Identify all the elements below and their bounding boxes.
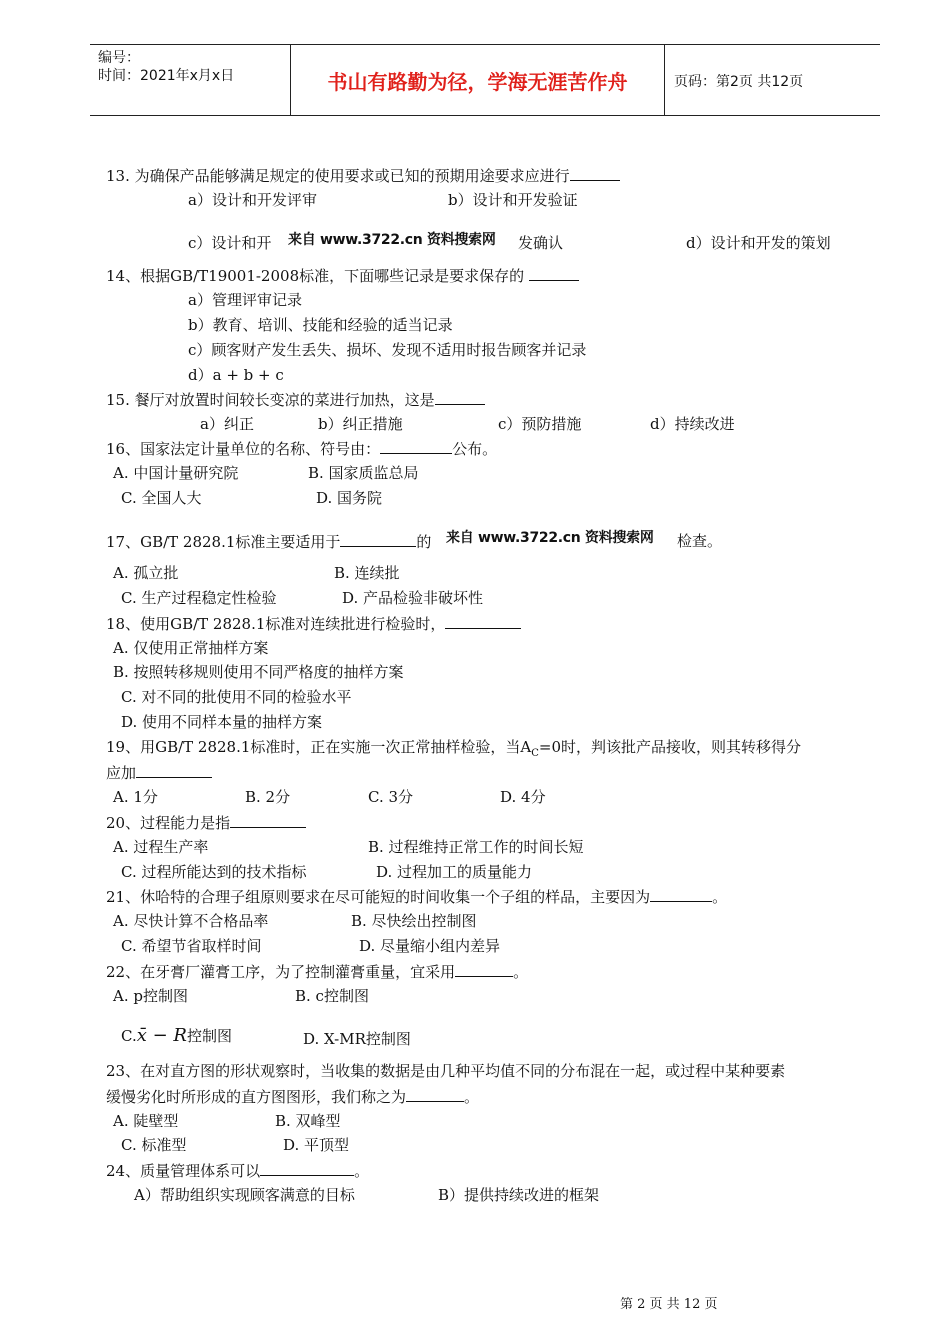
q21-option-b: B. 尽快绘出控制图: [351, 912, 477, 930]
question-15-stem: 15. 餐厅对放置时间较长变凉的菜进行加热，这是: [106, 391, 435, 409]
question-18-stem: 18、使用GB/T 2828.1标准对连续批进行检验时，: [106, 615, 446, 633]
header-motto: 书山有路勤为径，学海无涯苦作舟: [290, 45, 665, 115]
question-14-stem: 14、根据GB/T19001-2008标准，下面哪些记录是要求保存的: [106, 267, 525, 285]
q13-option-d: d）设计和开发的策划: [686, 234, 831, 252]
page-header: [90, 44, 880, 116]
q16-option-b: B. 国家质监总局: [308, 464, 419, 482]
question-13-stem: 13. 为确保产品能够满足规定的使用要求或已知的预期用途要求应进行: [106, 167, 570, 185]
q19-option-a: A. 1分: [113, 788, 158, 806]
question-24: [106, 1160, 369, 1181]
q20-option-d: D. 过程加工的质量能力: [376, 863, 533, 881]
q20-option-a: A. 过程生产率: [113, 838, 209, 856]
question-16-stem-end: 公布。: [452, 440, 498, 458]
q16-option-a: A. 中国计量研究院: [113, 464, 239, 482]
q18-option-c: C. 对不同的批使用不同的检验水平: [121, 688, 352, 706]
q13-option-b: b）设计和开发验证: [448, 191, 578, 209]
q13-option-a: a）设计和开发评审: [188, 191, 317, 209]
question-19-stem-line2: 应加: [106, 764, 137, 782]
q15-option-c: c）预防措施: [498, 415, 582, 433]
question-23-line2: [106, 1086, 479, 1107]
q20-option-c: C. 过程所能达到的技术指标: [121, 863, 307, 881]
q14-option-c: c）顾客财产发生丢失、损坏、发现不适用时报告顾客并记录: [188, 341, 587, 359]
q14-option-a: a）管理评审记录: [188, 291, 302, 309]
q23-option-c: C. 标准型: [121, 1136, 187, 1154]
q22-option-c-suffix: 控制图: [186, 1027, 232, 1045]
q22-option-a: A. p控制图: [113, 987, 188, 1005]
document-time-label: 时间：2021年x月x日: [98, 68, 235, 84]
question-16: [106, 438, 497, 459]
question-19-line2: [106, 762, 212, 783]
subscript-c: C: [531, 748, 539, 759]
question-22-stem: 22、在牙膏厂灌膏工序，为了控制灌膏重量，宜采用: [106, 963, 456, 981]
question-21-stem: 21、休哈特的合理子组原则要求在尽可能短的时间收集一个子组的样品，主要因为: [106, 888, 651, 906]
q22-option-c: [121, 1026, 232, 1046]
q13-option-c-part1: c）设计和开: [188, 234, 272, 252]
q18-option-d: D. 使用不同样本量的抽样方案: [121, 713, 323, 731]
q19-option-b: B. 2分: [245, 788, 291, 806]
answer-blank: [570, 165, 620, 181]
q17-option-a: A. 孤立批: [113, 564, 179, 582]
question-13: [106, 165, 620, 186]
question-21: [106, 886, 727, 907]
watermark-text: 来自 www.3722.cn 资料搜索网: [288, 232, 496, 248]
q23-option-a: A. 陡壁型: [113, 1112, 179, 1130]
q14-option-b: b）教育、培训、技能和经验的适当记录: [188, 316, 453, 334]
question-19-stem-part2: =0时，判该批产品接收，则其转移得分: [538, 738, 802, 756]
answer-blank: [136, 762, 212, 778]
question-20-stem: 20、过程能力是指: [106, 814, 231, 832]
question-18: [106, 613, 521, 634]
question-24-stem: 24、质量管理体系可以: [106, 1162, 261, 1180]
question-16-stem: 16、国家法定计量单位的名称、符号由：: [106, 440, 381, 458]
question-14: [106, 265, 579, 286]
q24-option-a: A）帮助组织实现顾客满意的目标: [134, 1186, 355, 1204]
answer-blank: [650, 886, 712, 902]
answer-blank: [380, 438, 452, 454]
q17-option-d: D. 产品检验非破坏性: [342, 589, 484, 607]
answer-blank: [455, 961, 513, 977]
question-24-stem-end: 。: [354, 1162, 370, 1180]
question-23-stem-line2: 缓慢劣化时所形成的直方图图形，我们称之为: [106, 1088, 407, 1106]
answer-blank: [529, 265, 579, 281]
page-footer: 第 2 页 共 12 页: [620, 1297, 718, 1312]
question-23: 23、在对直方图的形状观察时，当收集的数据是由几种平均值不同的分布混在一起，或过程中某种要素: [106, 1062, 786, 1080]
q15-option-b: b）纠正措施: [318, 415, 403, 433]
answer-blank: [230, 812, 306, 828]
q21-option-a: A. 尽快计算不合格品率: [113, 912, 269, 930]
q22-option-b: B. c控制图: [295, 987, 369, 1005]
answer-blank: [340, 531, 416, 547]
q18-option-b: B. 按照转移规则使用不同严格度的抽样方案: [113, 663, 404, 681]
question-19-stem-part1: 19、用GB/T 2828.1标准时，正在实施一次正常抽样检验，当A: [106, 738, 532, 756]
q23-option-b: B. 双峰型: [275, 1112, 341, 1130]
q20-option-b: B. 过程维持正常工作的时间长短: [368, 838, 584, 856]
question-22-stem-end: 。: [513, 963, 529, 981]
q15-option-a: a）纠正: [200, 415, 254, 433]
question-23-stem-end: 。: [464, 1088, 480, 1106]
question-21-stem-end: 。: [712, 888, 728, 906]
q14-option-d: d）a + b + c: [188, 366, 284, 384]
document-number-label: 编号：: [98, 50, 140, 66]
answer-blank: [406, 1086, 464, 1102]
q19-option-d: D. 4分: [500, 788, 546, 806]
q22-option-d: D. X-MR控制图: [303, 1030, 411, 1048]
question-22: [106, 961, 528, 982]
question-20: [106, 812, 306, 833]
q18-option-a: A. 仅使用正常抽样方案: [113, 639, 269, 657]
question-19: [106, 737, 801, 764]
question-17-stem-end: 检查。: [677, 532, 723, 550]
q16-option-d: D. 国务院: [316, 489, 383, 507]
q17-option-c: C. 生产过程稳定性检验: [121, 589, 277, 607]
question-17-mid: 的: [416, 533, 432, 551]
header-page-info: 页码：第2页 共12页: [674, 74, 804, 90]
q23-option-d: D. 平顶型: [283, 1136, 350, 1154]
q13-option-c-part2: 发确认: [518, 234, 564, 252]
q17-option-b: B. 连续批: [334, 564, 400, 582]
header-left: [98, 49, 234, 85]
q15-option-d: d）持续改进: [650, 415, 735, 433]
question-17: [106, 531, 431, 552]
q19-option-c: C. 3分: [368, 788, 414, 806]
answer-blank: [445, 613, 521, 629]
watermark-text: 来自 www.3722.cn 资料搜索网: [446, 530, 654, 546]
question-17-stem: 17、GB/T 2828.1标准主要适用于: [106, 533, 341, 551]
answer-blank: [260, 1160, 354, 1176]
answer-blank: [435, 389, 485, 405]
xbar-r-formula: x̄ − R: [136, 1025, 187, 1046]
q24-option-b: B）提供持续改进的框架: [438, 1186, 600, 1204]
q21-option-c: C. 希望节省取样时间: [121, 937, 262, 955]
q22-option-c-label: C.: [121, 1027, 137, 1045]
q21-option-d: D. 尽量缩小组内差异: [359, 937, 501, 955]
question-15: [106, 389, 485, 410]
q16-option-c: C. 全国人大: [121, 489, 202, 507]
